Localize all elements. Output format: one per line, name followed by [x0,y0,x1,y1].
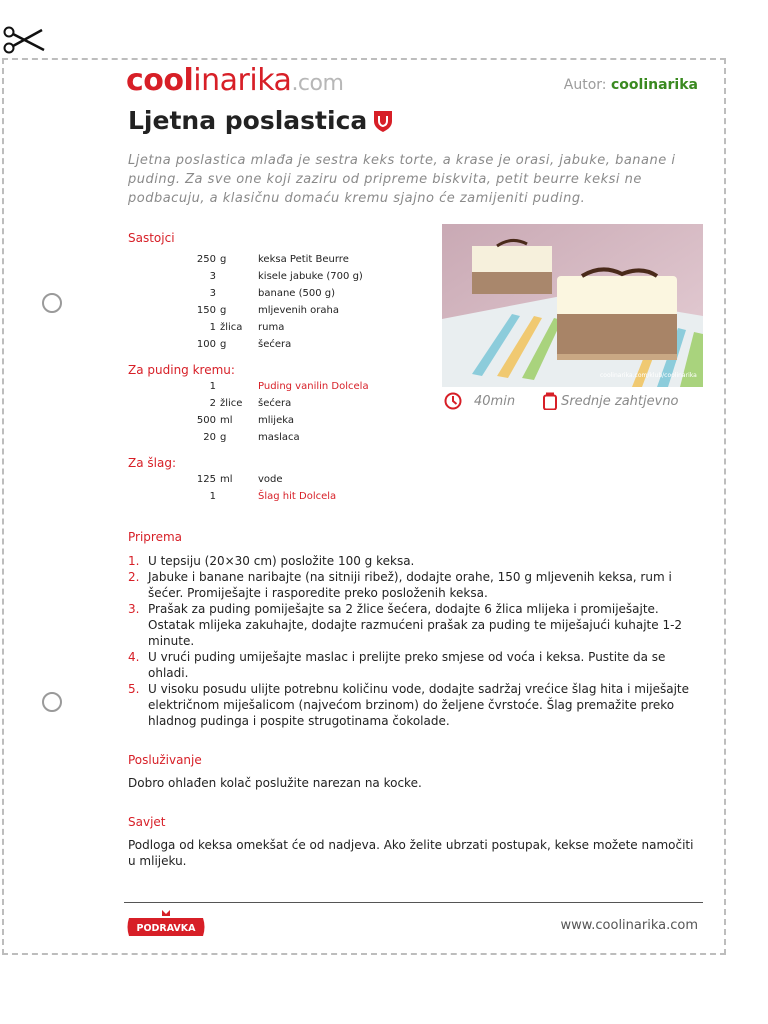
clock-icon [444,392,462,410]
ingredient-unit: ml [220,415,233,426]
section-cream: Za šlag: [128,456,176,470]
ingredient-amount: 1 [209,322,216,333]
ingredient-row [128,302,363,319]
section-ingredients: Sastojci [128,231,175,245]
recipe-badge-icon [371,109,395,133]
section-pudding: Za puding kremu: [128,363,235,377]
ingredient-unit: g [220,432,227,443]
section-tip: Savjet [128,815,166,829]
ingredient-name: maslaca [258,432,300,443]
ingredient-unit: žlice [220,398,243,409]
ingredient-list-cream [128,471,336,505]
ingredient-row [128,395,369,412]
recipe-intro: Ljetna poslastica mlađa je sestra keks torte, a krase je orasi, jabuke, banane i puding. Za sve one koji zaziru od pripreme biskvita, petit beurre keksi ne podbacuju, a klasičnu domaću kremu sjajno će zamijeniti puding. [128,153,676,206]
ingredient-amount: 500 [196,415,216,426]
prep-step [128,601,700,649]
ingredient-amount: 3 [209,288,216,299]
binder-hole [42,293,62,313]
ingredient-amount: 20 [203,432,216,443]
svg-text:PODRAVKA: PODRAVKA [136,923,196,934]
ingredient-unit: žlica [220,322,243,333]
ingredient-unit: g [220,339,227,350]
ingredient-name: mlijeka [258,415,294,426]
dessert-photo [442,224,703,387]
section-prep: Priprema [128,530,183,544]
footer-divider [124,902,703,903]
ingredient-row [128,251,363,268]
product-link[interactable]: Šlag hit Dolcela [258,491,337,502]
ingredient-row [128,412,369,429]
ingredient-amount: 250 [196,254,216,265]
ingredient-name: mljevenih oraha [258,305,339,316]
step-number: 1. [128,554,140,568]
step-text: U tepsiju (20×30 cm) posložite 100 g keksa. [148,554,415,568]
step-text: U vrući puding umiješajte maslac i prelijte preko smjese od voća i keksa. Pustite da se ohladi. [148,650,666,680]
binder-hole [42,692,62,712]
page-title: Ljetna poslastica [128,106,395,135]
ingredient-unit [216,488,250,505]
ingredient-row [128,285,363,302]
ingredient-row [128,378,369,395]
ingredient-unit [216,285,250,302]
ingredient-amount: 1 [209,491,216,502]
recipe-meta [444,392,679,410]
ingredient-unit [216,268,250,285]
step-number: 5. [128,682,140,696]
ingredient-name: šećera [258,398,292,409]
prep-step [128,569,700,601]
product-link[interactable]: Puding vanilin Dolcela [258,381,369,392]
ingredient-row [128,319,363,336]
step-text: Prašak za puding pomiješajte sa 2 žlice šećera, dodajte 6 žlica mlijeka i promiješajte. Ostatak mlijeka zakuhajte, dodajte razmućeni prašak za puding te miješajući kuhajte 1-2 minute. [148,602,683,648]
serving-text: Dobro ohlađen kolač poslužite narezan na kocke. [128,776,422,790]
difficulty: Srednje zahtjevno [561,393,679,409]
ingredient-name: ruma [258,322,285,333]
ingredient-row [128,471,336,488]
photo-caption: coolinarika.com/klub/coolinarika [600,372,697,379]
ingredient-row [128,268,363,285]
ingredient-name: kisele jabuke (700 g) [258,271,363,282]
ingredient-amount: 100 [196,339,216,350]
ingredient-unit: g [220,254,227,265]
ingredient-name: keksa Petit Beurre [258,254,349,265]
ingredient-name: šećera [258,339,292,350]
site-url[interactable]: www.coolinarika.com [560,918,698,933]
step-number: 3. [128,602,140,616]
ingredient-amount: 125 [196,474,216,485]
prep-step [128,553,700,569]
step-text: Jabuke i banane naribajte (na sitniji ribež), dodajte orahe, 150 g mljevenih keksa, rum i šećer. Promiješajte i rasporedite preko posloženih keksa. [148,570,672,600]
ingredient-amount: 3 [209,271,216,282]
scissors-icon [2,24,46,58]
coolinarika-logo[interactable]: coolinarika.com [126,63,344,98]
prep-steps [128,553,700,729]
step-number: 4. [128,650,140,664]
difficulty-icon [543,392,557,410]
ingredient-name: vode [258,474,283,485]
ingredient-row [128,429,369,446]
ingredient-row [128,336,363,353]
ingredient-unit: g [220,305,227,316]
prep-step [128,649,700,681]
ingredient-unit [216,378,250,395]
ingredient-list-pudding [128,378,369,446]
ingredient-row [128,488,336,505]
prep-step [128,681,700,729]
author: Autor: coolinarika [563,77,698,93]
ingredient-name: banane (500 g) [258,288,336,299]
section-serving: Posluživanje [128,753,202,767]
ingredient-amount: 150 [196,305,216,316]
ingredient-list [128,251,363,353]
podravka-logo[interactable] [126,908,206,942]
ingredient-amount: 1 [209,381,216,392]
ingredient-amount: 2 [209,398,216,409]
step-number: 2. [128,570,140,584]
ingredient-unit: ml [220,474,233,485]
step-text: U visoku posudu ulijte potrebnu količinu vode, dodajte sadržaj vrećice šlag hita i miješajte električnom miješalicom (najvećom brzinom) do željene čvrstoće. Šlag premažite preko hladnog pudinga i pospite strugotinama čokolade. [148,682,690,728]
prep-time: 40min [474,393,516,409]
author-link[interactable]: coolinarika [610,77,698,93]
tip-text: Podloga od keksa omekšat će od nadjeva. Ako želite ubrzati postupak, kekse možete namočiti u mlijeku. [128,838,694,868]
